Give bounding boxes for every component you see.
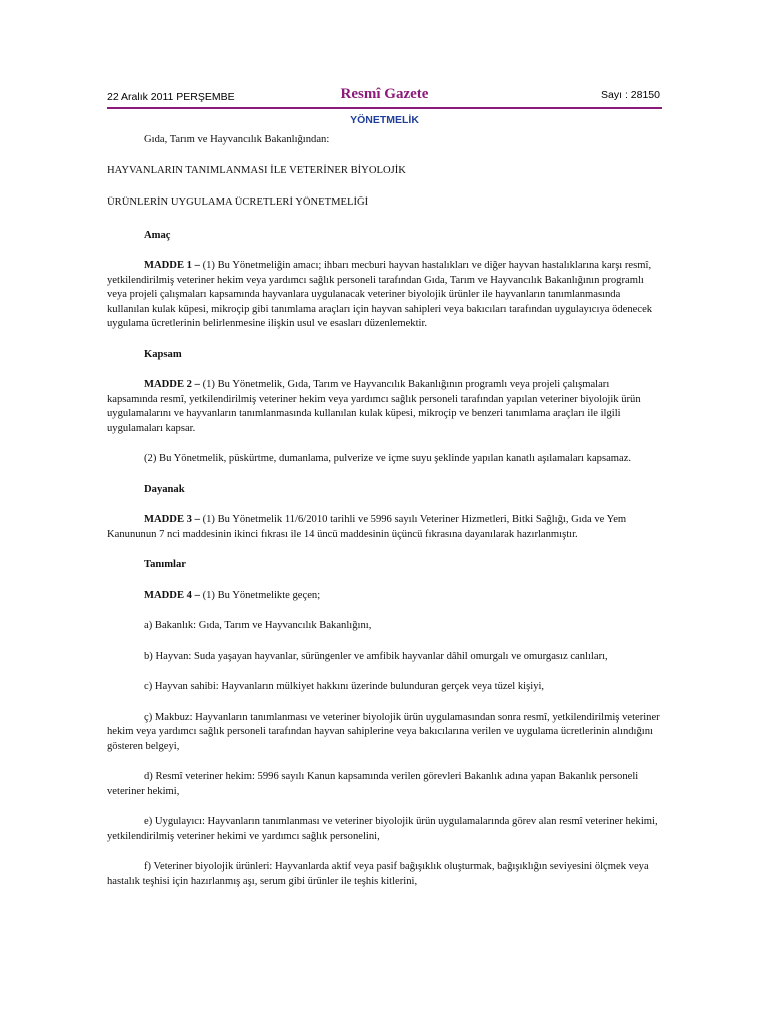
header-date: 22 Aralık 2011 PERŞEMBE <box>107 91 235 103</box>
definition-item: f) Veteriner biyolojik ürünleri: Hayvanlarda aktif veya pasif bağışıklık oluşturmak, bağışıklığın seviyesini ölçmek veya hastalık teşhisi için hazırlanmış aşı, serum gibi ürünler ile teşhis kitlerini, <box>107 861 649 887</box>
heading-amac: Amaç <box>144 229 171 241</box>
definition-item: e) Uygulayıcı: Hayvanların tanımlanması ve veteriner biyolojik ürün uygulamalarında görev alan resmî veteriner hekimi, yetkilendirilmiş veteriner hekimi ve yardımcı sağlık personelini, <box>107 816 658 842</box>
article-2-label: MADDE 2 – <box>144 379 200 390</box>
definition-item: d) Resmî veteriner hekim: 5996 sayılı Kanun kapsamında verilen görevleri Bakanlık adına yapan Bakanlık personeli veteriner hekimi, <box>107 771 639 797</box>
article-3-label: MADDE 3 – <box>144 514 200 525</box>
regulation-title-line-2: ÜRÜNLERİN UYGULAMA ÜCRETLERİ YÖNETMELİĞİ <box>107 197 369 208</box>
section-title: YÖNETMELİK <box>350 114 419 126</box>
document-body <box>107 133 662 905</box>
article-1 <box>107 259 662 332</box>
header-divider <box>107 107 662 109</box>
definition-item: ç) Makbuz: Hayvanların tanımlanması ve veteriner biyolojik ürün uygulamasından sonra resmî, yetkilendirilmiş veteriner hekim veya yardımcı sağlık personeli tarafından hayvan sahiplerine veya bakıcılarına verilen ve uygulama ücretlerinin alındığını gösteren belgeyi, <box>107 711 660 752</box>
issue-number: Sayı : 28150 <box>601 89 660 101</box>
definition-item: b) Hayvan: Suda yaşayan hayvanlar, sürüngenler ve amfibik hayvanlar dâhil omurgalı ve omurgasız canlıları, <box>144 650 608 662</box>
article-4 <box>107 589 662 604</box>
ministry-line: Gıda, Tarım ve Hayvancılık Bakanlığından: <box>144 134 330 145</box>
gazette-title: Resmî Gazete <box>340 86 429 102</box>
article-3 <box>107 513 662 542</box>
article-2-text: (1) Bu Yönetmelik, Gıda, Tarım ve Hayvancılık Bakanlığının programlı veya projeli çalışmaları kapsamında resmî, yetkilendirilmiş veteriner hekim veya yardımcı sağlık personeli tarafından yapılan veteriner biyolojik ürün uygulamalarını ve hayvanların tanımlanmasında kullanılan kulak küpesi, mikroçip ve benzeri tanımlama araçları ile ilgili uygulamaları kapsar. <box>107 379 641 434</box>
article-4-text: (1) Bu Yönetmelikte geçen; <box>199 589 321 601</box>
article-1-text: (1) Bu Yönetmeliğin amacı; ihbarı mecburi hayvan hastalıkları ve diğer hayvan hastalıklarına karşı resmî, yetkilendirilmiş veteriner hekim veya yardımcı sağlık personeli tarafından Gıda, Tarım ve Hayvancılık Bakanlığının programlı veya projeli çalışmaları kapsamında hayvanlara uygulanacak veteriner biyolojik ürünler ile hayvanların tanımlanmasında kullanılan kulak küpesi, mikroçip gibi tanımlama araçları için hayvan sahipleri veya bakıcıları tarafından uygulayıcıya ödenecek uygulama ücretlerinin belirlenmesine ilişkin usul ve esasları düzenlemektir. <box>107 260 653 329</box>
article-3-text: (1) Bu Yönetmelik 11/6/2010 tarihli ve 5996 sayılı Veteriner Hizmetleri, Bitki Sağlığı, Gıda ve Yem Kanununun 7 nci maddesinin ikinci fıkrası ile 14 üncü maddesinin üçüncü fıkrasına dayanılarak hazırlanmıştır. <box>107 514 627 540</box>
regulation-title-line-1: HAYVANLARIN TANIMLANMASI İLE VETERİNER BİYOLOJİK <box>107 164 406 176</box>
gazette-header <box>107 86 662 108</box>
article-2 <box>107 378 662 436</box>
definition-item: c) Hayvan sahibi: Hayvanların mülkiyet hakkını üzerinde bulunduran gerçek veya tüzel kişiyi, <box>144 681 545 692</box>
definition-item: a) Bakanlık: Gıda, Tarım ve Hayvancılık Bakanlığını, <box>144 620 372 631</box>
heading-kapsam: Kapsam <box>144 348 182 360</box>
heading-dayanak: Dayanak <box>144 483 185 495</box>
article-4-label: MADDE 4 – <box>144 589 200 601</box>
article-1-label: MADDE 1 – <box>144 260 200 271</box>
heading-tanimlar: Tanımlar <box>144 559 186 570</box>
article-2-paragraph-2: (2) Bu Yönetmelik, püskürtme, dumanlama, pulverize ve içme suyu şeklinde yapılan kanatlı aşılamaları kapsamaz. <box>144 453 632 464</box>
